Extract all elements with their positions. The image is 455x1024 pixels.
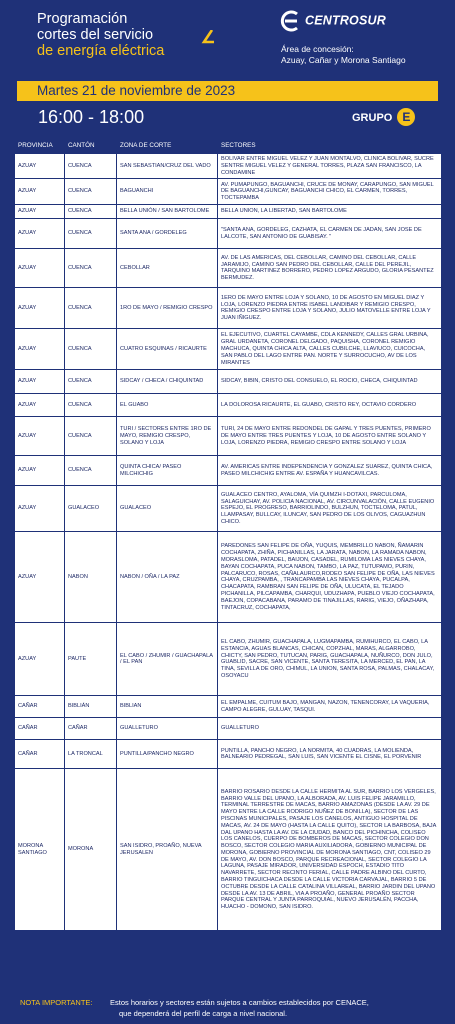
- cell-zona: GUALLETURO: [117, 718, 218, 740]
- cell-zona: BAGUANCHI: [117, 179, 218, 205]
- cell-zona: GUALACEO: [117, 486, 218, 532]
- cell-zona: SAN ISIDRO, PROAÑO, NUEVA JERUSALEN: [117, 769, 218, 931]
- lightning-icon: [200, 30, 216, 44]
- table-row: [15, 370, 442, 394]
- cell-zona: BELLA UNIÓN / SAN BARTOLOME: [117, 205, 218, 219]
- cell-provincia: AZUAY: [15, 205, 65, 219]
- group-indicator: [352, 108, 415, 127]
- table-row: [15, 456, 442, 486]
- title-line-3: de energía eléctrica: [37, 43, 165, 59]
- cell-sectores: PAREDONES SAN FELIPE DE OÑA, YUQUIS, MEMBRILLO NABON, ÑAMARIN COCHAPATA, ZHIÑA, PICHANILLAS, LA JARATA, NABON, LA RAMADA NABON, MORASLOMA, PATADEL, BAIJON, CASADEL, RUMILOMA LAS NIEVES CHAYA, BAYAN COCHAPATA, PUCA NABON, TAMBO, LA PAZ, TUTUPAMO, PURIN, PALCARUCO, ROSAS, CAÑALAURCO,RODEO SAN FELIPE DE OÑA, LAS NIEVES CHAYA, CRUZPAMBA, , TRANCAPAMBA LAS NIEVES CHAYA, PUCALPA, CHACAPATA, RAMBRAN SAN FELIPE DE OÑA, ULUCATA, EL TEJADO PICHANILLA, PILCAPAMBA, CHARQUI, UDUZHAPA, PUEBLO VIEJO COCHAPATA, BAEJON, COPACABANA, PARAMO DE TINAJILLAS, RARIG, VIEJO, OÑAZHAPA, TINTACRUZ, COCHAPATA,: [218, 532, 442, 623]
- cell-provincia: AZUAY: [15, 532, 65, 623]
- note-label: NOTA IMPORTANTE:: [20, 998, 93, 1007]
- cell-zona: CUATRO ESQUINAS / RICAURTE: [117, 329, 218, 370]
- cell-sectores: TURI, 24 DE MAYO ENTRE REDONDEL DE GAPAL Y TRES PUENTES, PRIMERO DE MAYO ENTRE TRES PUENTES Y LOJA, 10 DE AGOSTO ENTRE SOLANO Y LOJA, LORENZO PIEDRA, REMIGIO CRESPO ENTRE SOLANO Y LOJA: [218, 417, 442, 456]
- cell-canton: CAÑAR: [65, 718, 117, 740]
- cell-sectores: GUALACEO CENTRO, AYALOMA, VÍA QUIMZH I-DOTAXI, PARCULOMA, SALAGUICHAY, AV. POLICIA NACIONAL, AV. CIRCUNVALACIÓN, CALLE EUGENIO ESPEJO, EL PROGRESO, BARRIOLINDO, BULZHUN, TOCTELOMA, PATUL, LLAMPASAY, BULLCAY, ILUNCAY, SAN PEDRO DE LOS OLIVOS, CAGUAZHUN CHICO.: [218, 486, 442, 532]
- cell-sectores: BELLA UNION, LA LIBERTAD, SAN BARTOLOME: [218, 205, 442, 219]
- cell-zona: PUNTILLA/PANCHO NEGRO: [117, 740, 218, 769]
- cell-canton: CUENCA: [65, 370, 117, 394]
- table-row: [15, 623, 442, 696]
- cell-sectores: LA DOLOROSA RICAURTE, EL GUABO, CRISTO REY, OCTAVIO CORDERO: [218, 394, 442, 417]
- table-row: [15, 486, 442, 532]
- cell-zona: QUINTA CHICA/ PASEO MILCHICHIG: [117, 456, 218, 486]
- cell-canton: CUENCA: [65, 394, 117, 417]
- cell-provincia: AZUAY: [15, 394, 65, 417]
- outage-date: Martes 21 de noviembre de 2023: [37, 83, 236, 98]
- table-row: [15, 205, 442, 219]
- cell-sectores: GUALLETURO: [218, 718, 442, 740]
- table-row: [15, 769, 442, 931]
- concession-area: [281, 44, 406, 66]
- cell-zona: NABON / OÑA / LA PAZ: [117, 532, 218, 623]
- outage-table: [14, 137, 441, 993]
- cell-sectores: AV. PUMAPUNGO, BAGUANCHI, CRUCE DE MONAY, CARAPUNGO, SAN MIGUEL DE BAGUANCHI,GUNCAY, BAGUANCHI CHICO, EL CARMEN, TORRES, TOCTEPAMBA: [218, 179, 442, 205]
- cell-sectores: EL CABO, ZHUMIR, GUACHAPALA, LUGMAPAMBA, RUMIHURCO, EL CABO, LA ESTANCIA, AGUAS BLANCAS, CHICAN, COPZHAL, MARAS, ALGARROBO, CHICTY, SAN PEDRO, TUTUCAN, PARIG, GUACHAPALA, NUÑURCO, DON JULO, GUABLID, SACRE, SAN VICENTE, SANTA TERESITA, LA MERCED, EL PAN, LA TINA, SEVILLA DE ORO, CHIMUL, LA UNION, SANTA ROSA, PALMAS, CHALACAY, OSOYACU: [218, 623, 442, 696]
- cell-sectores: AV. DE LAS AMERICAS, DEL CEBOLLAR, CAMINO DEL CEBOLLAR, CALLE JARAMIJO, CAMINO SAN PEDRO DEL CEBOLLAR, CALLE DEL PEREJIL, TARQUINO MARTINEZ BORRERO, PEDRO LOPEZ ARGUDO, GLORIA PESANTEZ BERMUDEZ.: [218, 249, 442, 288]
- cell-canton: CUENCA: [65, 205, 117, 219]
- cell-provincia: AZUAY: [15, 456, 65, 486]
- header: [0, 0, 455, 75]
- cell-canton: MORONA: [65, 769, 117, 931]
- title-line-1: Programación: [37, 11, 128, 27]
- cell-provincia: AZUAY: [15, 179, 65, 205]
- cell-zona: BIBLIAN: [117, 696, 218, 718]
- cell-provincia: AZUAY: [15, 486, 65, 532]
- cell-canton: LA TRONCAL: [65, 740, 117, 769]
- cell-canton: CUENCA: [65, 288, 117, 329]
- cell-zona: SIDCAY / CHECA / CHIQUINTAD: [117, 370, 218, 394]
- group-badge: E: [397, 108, 415, 126]
- note-line-2: que dependerá del perfil de carga a nivel nacional.: [119, 1009, 288, 1018]
- table-row: [15, 329, 442, 370]
- table-row: [15, 394, 442, 417]
- page-title: [37, 11, 212, 59]
- cell-sectores: BOLIVAR ENTRE MIGUEL VELEZ Y JUAN MONTALVO, CLINICA BOLIVAR, SUCRE SENTRE MIGUEL VELEZ Y GENERAL TORRES, PLAZA SAN FRANCISCO, LA CONDAMINE: [218, 154, 442, 179]
- cell-zona: CEBOLLAR: [117, 249, 218, 288]
- cell-canton: CUENCA: [65, 249, 117, 288]
- cell-canton: CUENCA: [65, 154, 117, 179]
- title-line-2: cortes del servicio: [37, 27, 154, 43]
- cell-provincia: CAÑAR: [15, 718, 65, 740]
- cell-sectores: "SANTA ANA, GORDELEG, CAZHATA, EL CARMEN DE JADAN, SAN JOSE DE LALCOTE, SAN ANTONIO DE GUABISAY. ": [218, 219, 442, 249]
- outage-time: 16:00 - 18:00: [38, 107, 145, 127]
- cell-zona: EL GUABO: [117, 394, 218, 417]
- cell-canton: PAUTE: [65, 623, 117, 696]
- table-row: [15, 219, 442, 249]
- cell-provincia: AZUAY: [15, 288, 65, 329]
- area-label: Área de concesión:: [281, 44, 354, 54]
- cell-provincia: CAÑAR: [15, 740, 65, 769]
- cell-canton: NABON: [65, 532, 117, 623]
- cell-provincia: AZUAY: [15, 219, 65, 249]
- cell-zona: TURI / SECTORES ENTRE 1RO DE MAYO, REMIGIO CRESPO, SOLANO Y LOJA: [117, 417, 218, 456]
- logo-e-icon: [278, 10, 302, 32]
- cell-canton: CUENCA: [65, 329, 117, 370]
- column-header-sectores: SECTORES: [218, 138, 442, 154]
- table-row: [15, 154, 442, 179]
- centrosur-logo: [278, 10, 386, 32]
- cell-sectores: AV. AMERICAS ENTRE INDEPENDENCIA Y GONZALEZ SUAREZ, QUINTA CHICA, PASEO MILCHICHIG ENTRE AV. ESPAÑA Y HUANCAVILCAS.: [218, 456, 442, 486]
- cell-provincia: MORONA SANTIAGO: [15, 769, 65, 931]
- cell-canton: GUALACEO: [65, 486, 117, 532]
- cell-sectores: 1ERO DE MAYO ENTRE LOJA Y SOLANO, 10 DE AGOSTO EN MIGUEL DIAZ Y LOJA, LORENZO PIEDRA ENTRE ISABEL LANDIBAR Y REMIGIO CRESPO, REMIGIO CRESPO ENTRE LOJA Y SOLANO, JULIO MATOVELLE ENTRE LOJA Y JUAN IÑIGUEZ.: [218, 288, 442, 329]
- cell-provincia: AZUAY: [15, 370, 65, 394]
- cell-provincia: AZUAY: [15, 154, 65, 179]
- logo-text: CENTROSUR: [305, 13, 386, 28]
- cell-sectores: EL EJECUTIVO, CUARTEL CAYAMBE, CDLA KENNEDY, CALLES GRAL URBINA, GRAL URDANETA, CORONEL DELGADO, PAQUISHA, CORONEL REMIGIO MACHUCA, QUINTA CHICA ALTA, CALLES CUBILCHE, LLAVIUCO, CUICOCHA, SAN PABLO DEL LAGO ENTRE PAN. NORTE Y SURROCUCHO, AV DE LOS MIRANTES: [218, 329, 442, 370]
- cell-sectores: EL EMPALME, CUITUM BAJO, MANGAN, NAZON, TENENCORAY, LA VAQUERIA, CAMPO ALEGRE, GULUAY, TASQUI.: [218, 696, 442, 718]
- cell-zona: SAN SEBASTIAN/CRUZ DEL VADO: [117, 154, 218, 179]
- table-row: [15, 249, 442, 288]
- schedule-table: [14, 137, 442, 931]
- table-row: [15, 417, 442, 456]
- cell-provincia: AZUAY: [15, 623, 65, 696]
- cell-sectores: PUNTILLA, PANCHO NEGRO, LA NORMITA, 40 CUADRAS, LA MOLIENDA, BALNEARIO PEDREGAL, SAN LUIS, SAN VICENTE EL CISNE, EL PORVENIR: [218, 740, 442, 769]
- note-line-1: Estos horarios y sectores están sujetos a cambios establecidos por CENACE,: [110, 998, 369, 1007]
- cell-canton: CUENCA: [65, 456, 117, 486]
- area-value: Azuay, Cañar y Morona Santiago: [281, 55, 406, 65]
- column-header-provincia: PROVINCIA: [15, 138, 65, 154]
- cell-zona: 1RO DE MAYO / REMIGIO CRESPO: [117, 288, 218, 329]
- cell-zona: SANTA ANA / GORDELEG: [117, 219, 218, 249]
- cell-zona: EL CABO / ZHUMIR / GUACHAPALA / EL PAN: [117, 623, 218, 696]
- cell-sectores: BARRIO ROSARIO DESDE LA CALLE HERMITA AL SUR, BARRIO LOS VERGELES, BARRIO VALLE DEL UPANO, LA ALBORADA, AV. LUIS FELIPE JARAMILLO, TERMINAL TERRESTRE DE MACAS, BARRIO AMAZONAS (DESDE LA AV. 29 DE MAYO ENTRE LA CALLE RODRIGO NUÑEZ DE BONILLA), SECTOR DE LAS PISCINAS MUNICIPALES, PASAJE LOS CANELOS, ANTIGUO HOSPITAL DE MACAS, AV. 24 DE MAYO (HASTA LA CALLE QUITO), SECTOR LA BARBOSA, BAJA DAL UPANO HASTA LA AV. DE LA CIUDAD, BANCO DEL PICHINCHA, COLISEO LOS CANELOS, CUERPO DE BOMBEROS DE MACAS, SECTOR COLEGIO DON BOSCO, SECTOR COLEGIO MARIA AUXILIADORA, GOBIERNO MUNICIPAL DE MORONA, GOBIERNO PROVINCIAL DE MORONA SANTIAGO, CNT, COLISEO 29 DE MAYO, AV. DON BOSCO, PARQUE RECREACIONAL, SECTOR COLEGIO LA LAGUNA, PASAJE MIRADOR, UNIVERSIDAD ESPOCH, ESTADIO TITO NAVARRETE, SECTOR RECINTO FERIAL, CALLE PADRE ALBINO DEL CURTO, BARRIO TINGUICHACA DESDE LA CALLE VICTORIA CARVAJAL, BARRIO 5 DE OCTUBRE DESDE LA CALLE CATALINA VILLAREAL, BARRIO JARDIN DEL UPANO DESDE LA AV. 13 DE ABRIL, VIA A PROAÑO, GENERAL PROAÑO SECTOR PARQUE CENTRAL Y JUNTA PARROQUIAL, NUEVO JERUSALÉN, PACCHA, HUACHO - DOMONO, SAN ISIDRO.: [218, 769, 442, 931]
- cell-provincia: AZUAY: [15, 249, 65, 288]
- table-header-row: [15, 138, 442, 154]
- cell-canton: CUENCA: [65, 179, 117, 205]
- table-row: [15, 288, 442, 329]
- group-label: GRUPO: [352, 112, 393, 124]
- cell-sectores: SIDCAY, BIBIN, CRISTO DEL CONSUELO, EL ROCIO, CHECA, CHIQUINTAD: [218, 370, 442, 394]
- column-header-zona: ZONA DE CORTE: [117, 138, 218, 154]
- cell-canton: CUENCA: [65, 219, 117, 249]
- cell-provincia: AZUAY: [15, 417, 65, 456]
- cell-provincia: AZUAY: [15, 329, 65, 370]
- important-note: [20, 997, 440, 1018]
- table-row: [15, 532, 442, 623]
- cell-canton: BIBLIÁN: [65, 696, 117, 718]
- table-row: [15, 696, 442, 718]
- table-row: [15, 718, 442, 740]
- table-row: [15, 179, 442, 205]
- cell-provincia: CAÑAR: [15, 696, 65, 718]
- cell-canton: CUENCA: [65, 417, 117, 456]
- table-row: [15, 740, 442, 769]
- column-header-canton: CANTÓN: [65, 138, 117, 154]
